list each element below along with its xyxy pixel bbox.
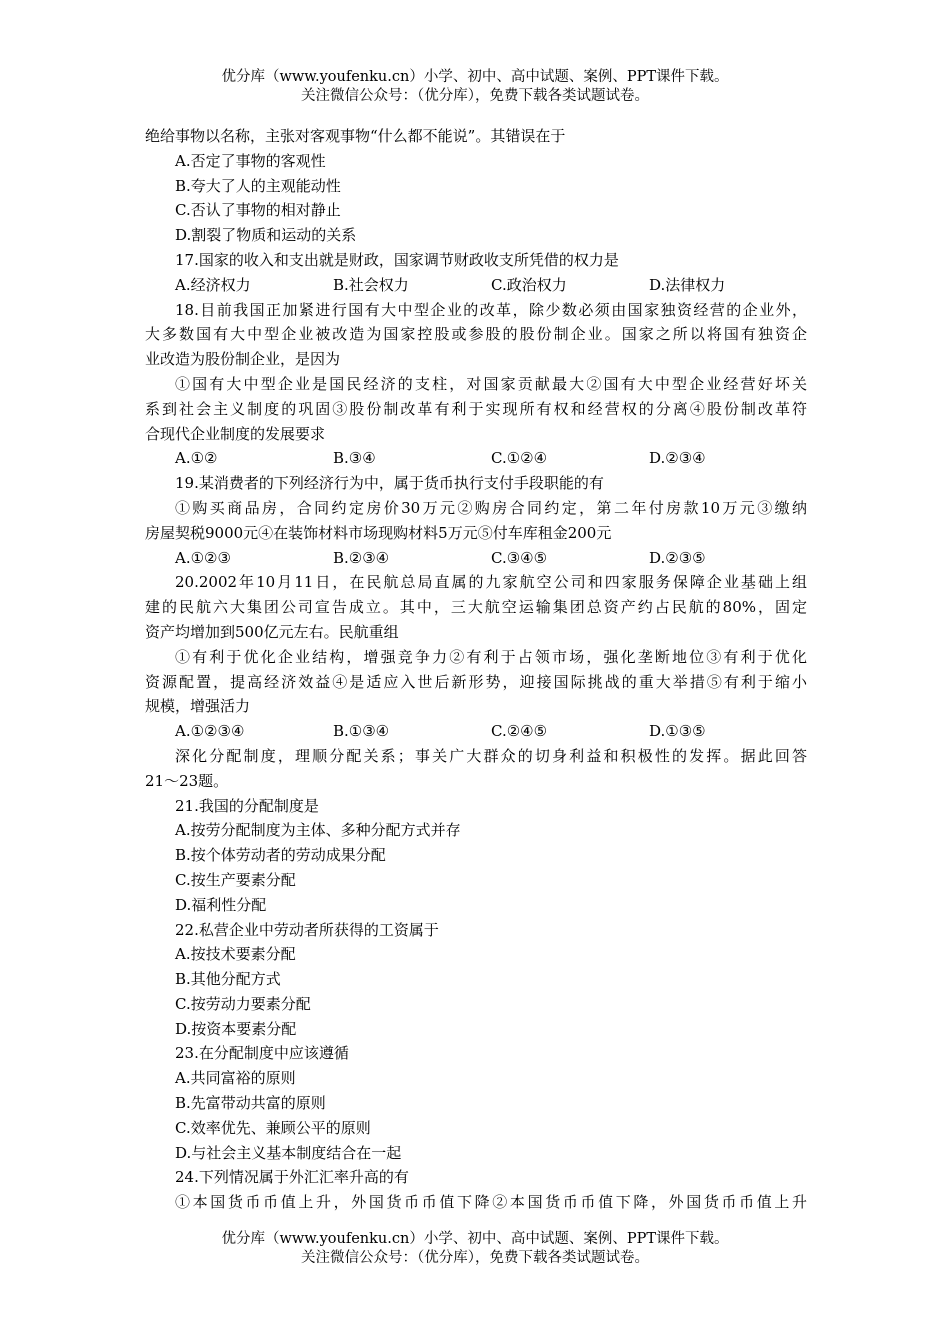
q20-options bbox=[145, 719, 807, 744]
option-line: B.先富带动共富的原则 bbox=[175, 1094, 326, 1113]
q19-option-c: C.③④⑤ bbox=[491, 548, 548, 567]
q18-option-b: B.③④ bbox=[333, 449, 376, 468]
q19-option-b: B.②③④ bbox=[333, 548, 390, 567]
text-line: 房屋契税9000元④在装饰材料市场现购材料5万元⑤付车库租金200元 bbox=[145, 523, 612, 542]
document-body bbox=[145, 124, 807, 1215]
footer-line-1: 优分库（www.youfenku.cn）小学、初中、高中试题、案例、PPT课件下载。 bbox=[221, 1231, 729, 1247]
q17-option-a: A.经济权力 bbox=[175, 275, 251, 294]
option-line: C.效率优先、兼顾公平的原则 bbox=[175, 1118, 371, 1137]
q19-option-a: A.①②③ bbox=[175, 548, 231, 567]
q17-options bbox=[145, 273, 807, 298]
option-line: A.按技术要素分配 bbox=[175, 945, 296, 964]
question-22: 22.私营企业中劳动者所获得的工资属于 bbox=[175, 920, 439, 939]
page-header bbox=[0, 68, 950, 106]
option-line: D.福利性分配 bbox=[175, 895, 267, 914]
question-21: 21.我国的分配制度是 bbox=[175, 796, 319, 815]
q18-option-d: D.②③④ bbox=[649, 449, 706, 468]
option-line: D.割裂了物质和运动的关系 bbox=[175, 226, 357, 245]
option-line: C.否认了事物的相对静止 bbox=[175, 201, 341, 220]
text-line: ①本国货币币值上升，外国货币币值下降②本国货币币值下降，外国货币币值上升 bbox=[175, 1193, 807, 1212]
question-17: 17.国家的收入和支出就是财政，国家调节财政收支所凭借的权力是 bbox=[175, 250, 619, 269]
text-line: 系到社会主义制度的巩固③股份制改革有利于实现所有权和经营权的分离④股份制改革符 bbox=[145, 399, 807, 418]
q19-option-d: D.②③⑤ bbox=[649, 548, 706, 567]
option-line: A.共同富裕的原则 bbox=[175, 1069, 296, 1088]
header-line-2: 关注微信公众号：（优分库），免费下载各类试题试卷。 bbox=[301, 88, 649, 104]
question-19: 19.某消费者的下列经济行为中，属于货币执行支付手段职能的有 bbox=[175, 474, 604, 493]
option-line: A.按劳分配制度为主体、多种分配方式并存 bbox=[175, 821, 461, 840]
q17-option-d: D.法律权力 bbox=[649, 275, 726, 294]
option-line: C.按生产要素分配 bbox=[175, 870, 296, 889]
text-line: 21～23题。 bbox=[145, 771, 229, 790]
text-line: 资产均增加到500亿元左右。民航重组 bbox=[145, 622, 399, 641]
text-line: 规模，增强活力 bbox=[145, 697, 251, 716]
q17-option-b: B.社会权力 bbox=[333, 275, 409, 294]
q18-option-a: A.①② bbox=[175, 449, 218, 468]
q20-option-d: D.①③⑤ bbox=[649, 722, 706, 741]
q20-option-c: C.②④⑤ bbox=[491, 722, 548, 741]
page-footer bbox=[0, 1230, 950, 1268]
option-line: D.按资本要素分配 bbox=[175, 1019, 297, 1038]
option-line: B.其他分配方式 bbox=[175, 970, 281, 989]
question-18: 18.目前我国正加紧进行国有大中型企业的改革，除少数必须由国家独资经营的企业外， bbox=[175, 300, 807, 319]
q20-option-a: A.①②③④ bbox=[175, 722, 245, 741]
question-24: 24.下列情况属于外汇汇率升高的有 bbox=[175, 1168, 409, 1187]
text-line: 绝给事物以名称，主张对客观事物“什么都不能说”。其错误在于 bbox=[145, 127, 566, 145]
text-line: ①有利于优化企业结构，增强竞争力②有利于占领市场，强化垄断地位③有利于优化 bbox=[175, 647, 807, 666]
text-line: ①国有大中型企业是国民经济的支柱，对国家贡献最大②国有大中型企业经营好坏关 bbox=[175, 374, 807, 393]
text-line: ①购买商品房，合同约定房价30万元②购房合同约定，第二年付房款10万元③缴纳 bbox=[175, 498, 807, 517]
option-line: A.否定了事物的客观性 bbox=[175, 151, 326, 170]
section-intro: 深化分配制度，理顺分配关系；事关广大群众的切身利益和积极性的发挥。据此回答 bbox=[175, 746, 807, 765]
option-line: D.与社会主义基本制度结合在一起 bbox=[175, 1143, 402, 1162]
q19-options bbox=[145, 546, 807, 571]
text-line: 大多数国有大中型企业被改造为国家控股或参股的股份制企业。国家之所以将国有独资企 bbox=[145, 325, 807, 344]
q17-option-c: C.政治权力 bbox=[491, 275, 567, 294]
q20-option-b: B.①③④ bbox=[333, 722, 390, 741]
option-line: B.夸大了人的主观能动性 bbox=[175, 176, 341, 195]
option-line: C.按劳动力要素分配 bbox=[175, 994, 311, 1013]
q18-options bbox=[145, 446, 807, 471]
text-line: 资源配置，提高经济效益④是适应入世后新形势，迎接国际挑战的重大举措⑤有利于缩小 bbox=[145, 672, 807, 691]
text-line: 业改造为股份制企业，是因为 bbox=[145, 350, 341, 369]
question-23: 23.在分配制度中应该遵循 bbox=[175, 1044, 349, 1063]
text-line: 建的民航六大集团公司宣告成立。其中，三大航空运输集团总资产约占民航的80%，固定 bbox=[145, 598, 807, 617]
header-line-1: 优分库（www.youfenku.cn）小学、初中、高中试题、案例、PPT课件下载。 bbox=[221, 69, 729, 85]
option-line: B.按个体劳动者的劳动成果分配 bbox=[175, 846, 386, 865]
q18-option-c: C.①②④ bbox=[491, 449, 548, 468]
footer-line-2: 关注微信公众号：（优分库），免费下载各类试题试卷。 bbox=[301, 1250, 649, 1266]
text-line: 合现代企业制度的发展要求 bbox=[145, 424, 326, 443]
question-20: 20.2002年10月11日，在民航总局直属的九家航空公司和四家服务保障企业基础上组 bbox=[175, 573, 807, 592]
